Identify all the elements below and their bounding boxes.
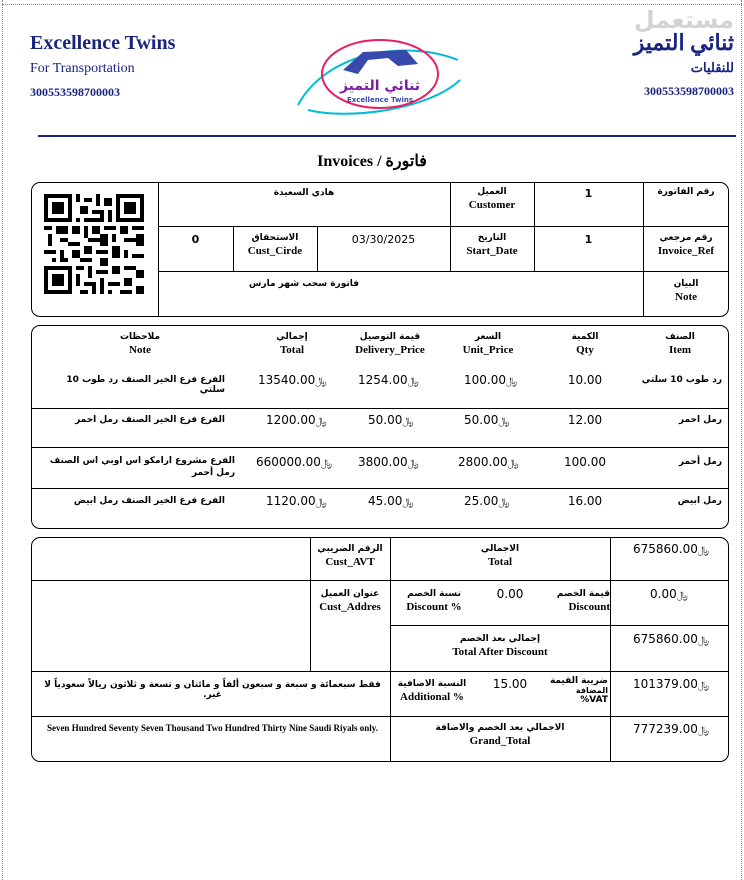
col-header-delivery-price: قيمة التوصيل Delivery_Price [355,332,425,356]
logo-text-ar: ثنائي التميز [339,78,421,94]
row-1-note: الفرع فرع الخير الصنف رد طوب 10 سلتي [66,375,225,395]
col-header-total: إجمالي Total [276,332,308,356]
summary-divider [390,625,729,626]
row-divider [31,488,729,489]
note-label: البيان Note [673,279,699,303]
col-header-item: الصنف Item [665,332,695,356]
header-divider [38,135,736,137]
total-value: ﷼675860.00 [633,542,709,556]
discount-label: قيمة الخصم Discount [556,589,610,613]
page-border-left [2,0,3,880]
company-vat-ar: 300553598700003 [644,84,734,98]
company-name-ar: ثنائي التميز [633,30,734,55]
amount-in-words-ar: فقط سبعمائة و سبعة و سبعون ألفاً و مائتان و تسعة و ثلاثون ريالاً سعودياً لا غير. [44,680,381,700]
customer-name: هادي السعيدة [273,188,335,198]
amount-in-words-en: Seven Hundred Seventy Seven Thousand Two Hundred Thirty Nine Saudi Riyals only. [46,723,379,733]
invoice-ref-label: رقم مرجعي Invoice_Ref [657,233,715,257]
after-discount-value: ﷼675860.00 [633,632,709,646]
watermark-text: مستعمل [633,6,734,34]
after-discount-label: إجمالي بعد الخصم Total After Discount [452,634,548,658]
row-divider [31,408,729,409]
grand-total-value: ﷼777239.00 [633,722,709,736]
row-2-delivery: ﷼50.00 [368,413,414,427]
start-date-label: التاريخ Start_Date [466,233,518,257]
row-3-qty: 100.00 [564,455,606,469]
cust-cirde-label: الاستحقاق Cust_Cirde [247,233,303,257]
invoice-ref-value: 1 [584,233,593,246]
cust-cirde-value: 0 [191,233,200,246]
invoice-no-label: رقم الفاتورة [657,187,715,197]
page-border-right [741,0,742,880]
summary-divider [390,580,729,581]
company-logo [288,30,468,120]
discount-pct-label: نسبة الخصم Discount % [406,589,462,613]
row-3-item: رمل أحمر [678,457,722,467]
row-3-delivery: ﷼3800.00 [358,455,419,469]
row-4-qty: 16.00 [567,494,603,508]
row-1-delivery: ﷼1254.00 [358,373,419,387]
row-1-qty: 10.00 [567,373,603,387]
row-2-qty: 12.00 [567,413,603,427]
total-label: الاجمالي Total [480,544,520,568]
grand-total-label: الاجمالي بعد الخصم والاضافة Grand_Total [435,723,565,747]
row-1-unit-price: ﷼100.00 [464,373,518,387]
row-4-item: رمل ابيض [677,496,722,506]
discount-pct-value: 0.00 [496,587,524,601]
row-3-unit-price: ﷼2800.00 [458,455,519,469]
row-2-note: الفرع فرع الخير الصنف رمل احمر [75,415,225,425]
row-2-total: ﷼1200.00 [266,413,327,427]
row-2-item: رمل احمر [678,415,722,425]
page-title: Invoices / فاتورة [317,153,427,170]
company-subtitle-ar: للنقليات [690,60,734,75]
customer-label: العميل Customer [468,187,516,211]
row-divider [31,447,729,448]
company-subtitle-en: For Transportation [30,61,135,76]
cust-avt-label: الرقم الضريبي Cust_AVT [317,544,383,568]
row-4-note: الفرع فرع الخير الصنف رمل ابيض [73,496,225,506]
row-3-note: الفرع مشروع ارامكو اس اوبي اس الصنف رمل أحمر [49,456,235,478]
row-1-item: رد طوب 10 سلتي [641,375,722,385]
row-1-total: ﷼13540.00 [258,373,327,387]
company-header-en [30,32,175,100]
invoice-no-value: 1 [584,187,593,200]
additional-pct-label: النسبة الاضافية Additional % [397,679,467,703]
start-date-value: 03/30/2025 [351,233,416,246]
col-header-qty: الكمية Qty [571,332,599,356]
company-vat-en: 300553598700003 [30,85,120,99]
page-border-top [2,4,742,5]
summary-divider [31,580,390,581]
row-3-total: ﷼660000.00 [256,455,332,469]
cust-address-label: عنوان العميل Cust_Addres [319,589,381,613]
company-header-ar [634,30,734,99]
summary-divider [31,671,729,672]
col-header-unit-price: السعر Unit_Price [462,332,514,356]
vat-value: ﷼101379.00 [633,677,709,691]
row-2-unit-price: ﷼50.00 [464,413,510,427]
vat-label: ضريبة القيمة المضافة %VAT [549,676,608,705]
company-name-en: Excellence Twins [30,32,176,54]
additional-pct-value: 15.00 [492,677,528,691]
logo-truck-icon [343,50,418,74]
info-divider [158,182,159,317]
summary-divider [610,537,611,762]
row-4-total: ﷼1120.00 [266,494,327,508]
discount-value: ﷼0.00 [650,587,688,601]
col-header-note: ملاحظات Note [119,332,161,356]
qr-code [44,194,144,294]
row-4-delivery: ﷼45.00 [368,494,414,508]
summary-divider [31,716,729,717]
note-value: فاتورة سحب شهر مارس [249,279,359,289]
row-4-unit-price: ﷼25.00 [464,494,510,508]
logo-text-en: Excellence Twins [346,96,414,104]
